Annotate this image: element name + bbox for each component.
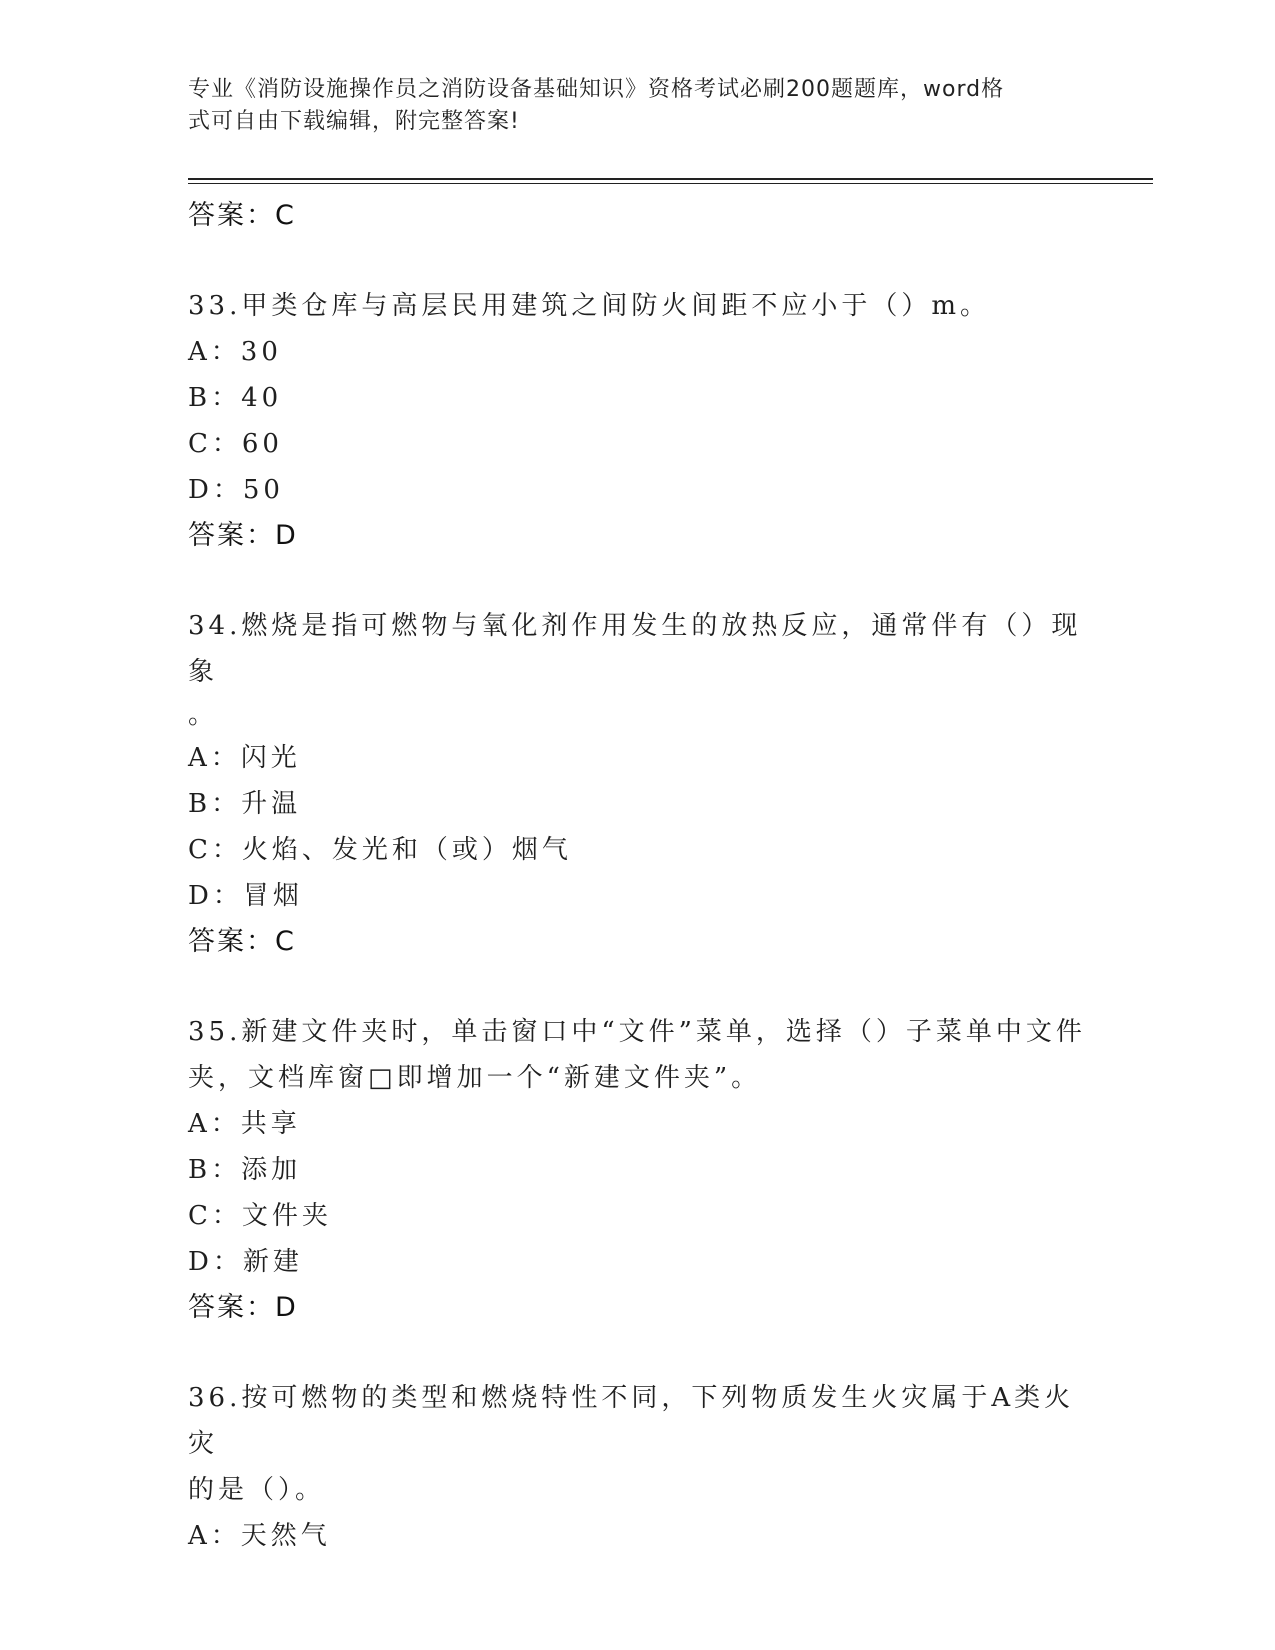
option-d: D：新建 <box>188 1247 303 1277</box>
option-a: A：共享 <box>188 1109 301 1139</box>
question-36 <box>188 1375 1088 1559</box>
option-b: B：40 <box>188 383 283 413</box>
answer-line: 答案：D <box>188 520 298 551</box>
document-header <box>188 74 1068 138</box>
question-stem: 36.按可燃物的类型和燃烧特性不同，下列物质发生火灾属于A类火灾 <box>188 1383 1075 1459</box>
question-stem: 33.甲类仓库与高层民用建筑之间防火间距不应小于（）m。 <box>188 291 991 321</box>
option-c: C：文件夹 <box>188 1201 332 1231</box>
spacer <box>188 1331 1088 1375</box>
option-b: B：升温 <box>188 789 302 819</box>
answer-line: 答案：C <box>188 926 296 957</box>
option-c: C：火焰、发光和（或）烟气 <box>188 835 572 865</box>
header-line-2: 式可自由下载编辑，附完整答案! <box>188 109 520 134</box>
option-a: A：天然气 <box>188 1521 331 1551</box>
spacer <box>188 965 1088 1009</box>
answer-line: 答案：D <box>188 1292 298 1323</box>
question-33 <box>188 283 1088 559</box>
header-divider-thin <box>188 183 1153 184</box>
question-stem-continued: 夹，文档库窗□即增加一个“新建文件夹”。 <box>188 1063 762 1093</box>
question-stem: 35.新建文件夹时，单击窗口中“文件”菜单，选择（）子菜单中文件 <box>188 1017 1086 1047</box>
header-line-1: 专业《消防设施操作员之消防设备基础知识》资格考试必刷200题题库，word格 <box>188 77 1005 102</box>
question-34 <box>188 603 1088 965</box>
spacer <box>188 559 1088 603</box>
option-a: A：30 <box>188 337 282 367</box>
question-stem-continued: 的是（）。 <box>188 1475 326 1505</box>
option-a: A：闪光 <box>188 743 301 773</box>
question-list <box>188 193 1088 1559</box>
option-d: D：50 <box>188 475 284 505</box>
spacer <box>188 239 1088 283</box>
header-divider-thick <box>188 178 1153 180</box>
option-b: B：添加 <box>188 1155 302 1185</box>
question-35 <box>188 1009 1088 1331</box>
question-stem: 34.燃烧是指可燃物与氧化剂作用发生的放热反应，通常伴有（）现象 <box>188 611 1082 687</box>
question-stem-continued: 。 <box>188 700 219 730</box>
previous-answer: 答案：C <box>188 200 296 231</box>
option-c: C：60 <box>188 429 283 459</box>
option-d: D：冒烟 <box>188 881 303 911</box>
